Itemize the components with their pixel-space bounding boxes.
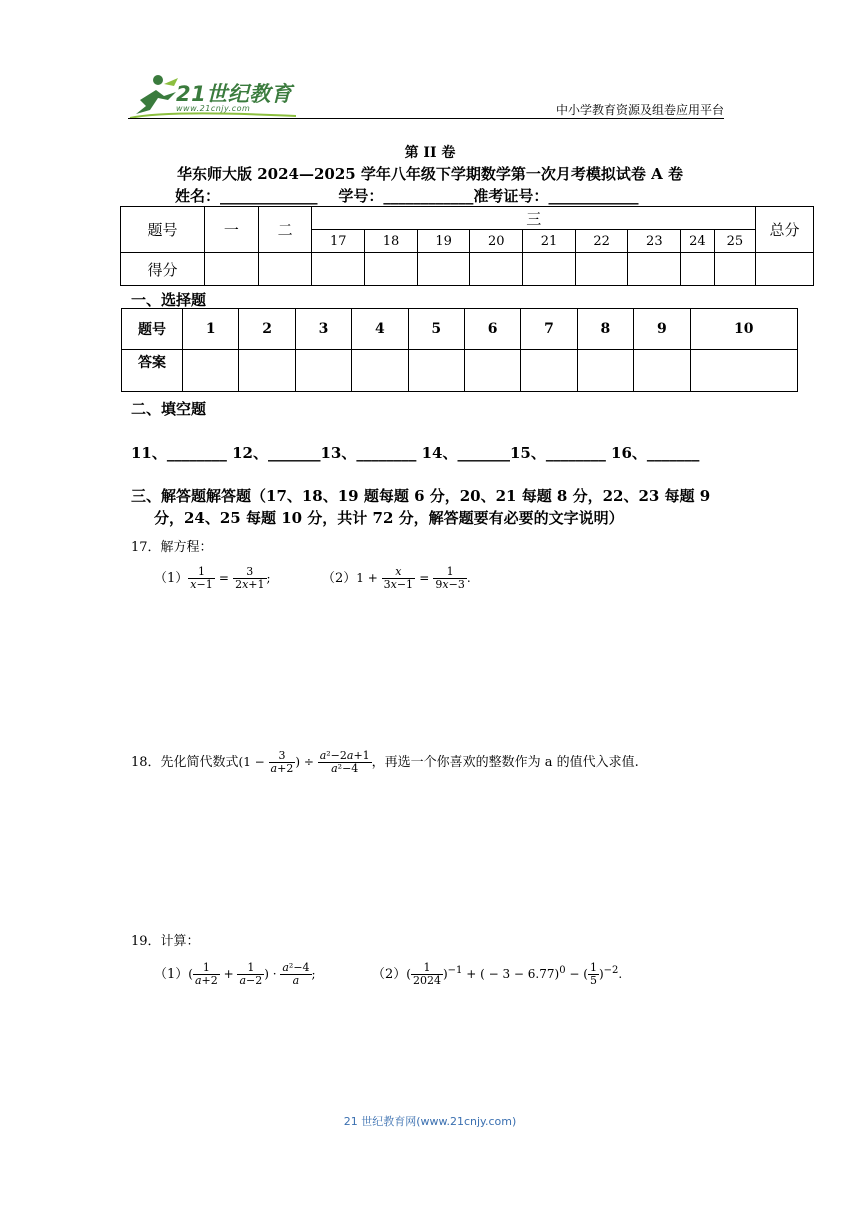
score-num: 25 — [714, 230, 756, 253]
q17-label: 17．解方程： — [131, 540, 213, 555]
score-cell[interactable] — [470, 253, 523, 286]
answer-cell[interactable] — [408, 350, 464, 392]
score-num: 22 — [575, 230, 628, 253]
score-num: 19 — [417, 230, 470, 253]
answer-q-num: 4 — [352, 309, 408, 350]
section-solve-title-2: 分，24、25 每题 10 分，共计 72 分，解答题要有必要的文字说明） — [154, 509, 624, 527]
score-num: 18 — [365, 230, 418, 253]
answer-q-num: 6 — [464, 309, 520, 350]
score-num: 17 — [312, 230, 365, 253]
answer-cell[interactable] — [577, 350, 633, 392]
answer-cell[interactable] — [634, 350, 690, 392]
header-divider — [128, 118, 724, 119]
answer-q-num: 10 — [690, 309, 797, 350]
answer-cell[interactable] — [352, 350, 408, 392]
section-fill-title: 二、填空题 — [131, 400, 207, 418]
answer-q-num: 7 — [521, 309, 577, 350]
fill-blanks[interactable]: 11、________ 12、_______13、________ 14、_______15、________ 16、_______ — [131, 444, 700, 462]
q19-part1: （1）( $\frac{1}{a+2}$ + $\frac{1}{a-2}$ ) · $\frac{\text{a²−4}}{a}$ ; — [154, 961, 316, 988]
score-cell[interactable] — [681, 253, 714, 286]
exam-title: 华东师大版 2024—2025 学年八年级下学期数学第一次月考模拟试卷 A 卷 — [176, 165, 684, 183]
q19-label: 19．计算： — [131, 934, 200, 949]
q19-part2: （2）( $\frac{1}{2024}$ )$^{-1}$ + ( − 3 − 6.77)$^0$ − ( $\frac{1}{5}$ )$^{-2}$. — [372, 961, 623, 988]
answer-q-num: 3 — [295, 309, 351, 350]
answer-cell[interactable] — [239, 350, 295, 392]
score-num: 20 — [470, 230, 523, 253]
platform-label: 中小学教育资源及组卷应用平台 — [555, 103, 724, 117]
answer-q-num: 1 — [183, 309, 239, 350]
answer-cell[interactable] — [183, 350, 239, 392]
score-cell[interactable] — [258, 253, 312, 286]
answer-a-label: 答案 — [122, 350, 183, 392]
score-title-cell: 题号 — [121, 207, 205, 253]
score-part-two: 二 — [258, 207, 312, 253]
name-label: 姓名： — [175, 187, 221, 205]
score-cell[interactable] — [628, 253, 681, 286]
score-total: 总分 — [756, 207, 814, 253]
student-info: 姓名：_____________ 学号：____________准考证号：____________ — [175, 187, 639, 205]
score-num: 23 — [628, 230, 681, 253]
answer-q-num: 5 — [408, 309, 464, 350]
answer-cell[interactable] — [521, 350, 577, 392]
score-part-three: 三 — [312, 207, 756, 230]
footer-link[interactable]: 21 世纪教育网(www.21cnjy.com) — [343, 1115, 517, 1128]
logo-url: www.21cnjy.com — [176, 104, 251, 113]
answer-cell[interactable] — [690, 350, 797, 392]
exam-no-label: 准考证号： — [473, 187, 549, 205]
q18-text: 18．先化简代数式(1 − $\frac{3}{a+2}$ ) ÷ $\frac{\text{a²−2a+1}}{\text{a²−4}}$ ，再选一个你喜欢的整数作为 a 的值代入求值. — [131, 749, 639, 776]
score-cell[interactable] — [523, 253, 576, 286]
section-choice-title: 一、选择题 — [131, 291, 207, 309]
score-cell[interactable] — [714, 253, 756, 286]
q17-part1: （1） $\frac{1}{x-1}$ = $\frac{3}{2x+1}$ ; — [154, 565, 271, 592]
score-cell[interactable] — [756, 253, 814, 286]
score-row-label: 得分 — [121, 253, 205, 286]
volume-label: 第 II 卷 — [404, 145, 456, 161]
answer-cell[interactable] — [464, 350, 520, 392]
score-num: 21 — [523, 230, 576, 253]
score-part-one: 一 — [205, 207, 259, 253]
score-cell[interactable] — [205, 253, 259, 286]
score-num: 24 — [681, 230, 714, 253]
q17-part2: （2）1 + $\frac{x}{3x-1}$ = $\frac{1}{9x-3}$ . — [322, 565, 471, 592]
score-cell[interactable] — [575, 253, 628, 286]
answer-q-num: 2 — [239, 309, 295, 350]
score-cell[interactable] — [312, 253, 365, 286]
logo-text: 21世纪教育 — [176, 82, 293, 106]
score-cell[interactable] — [417, 253, 470, 286]
answer-q-num: 9 — [634, 309, 690, 350]
answer-q-label: 题号 — [122, 309, 183, 350]
section-solve-title-1: 三、解答题解答题（17、18、19 题每题 6 分，20、21 每题 8 分，22、23 每题 9 — [131, 487, 711, 505]
student-no-label: 学号： — [338, 187, 384, 205]
score-table — [120, 206, 814, 286]
answer-table — [121, 308, 798, 392]
answer-q-num: 8 — [577, 309, 633, 350]
answer-cell[interactable] — [295, 350, 351, 392]
score-cell[interactable] — [365, 253, 418, 286]
